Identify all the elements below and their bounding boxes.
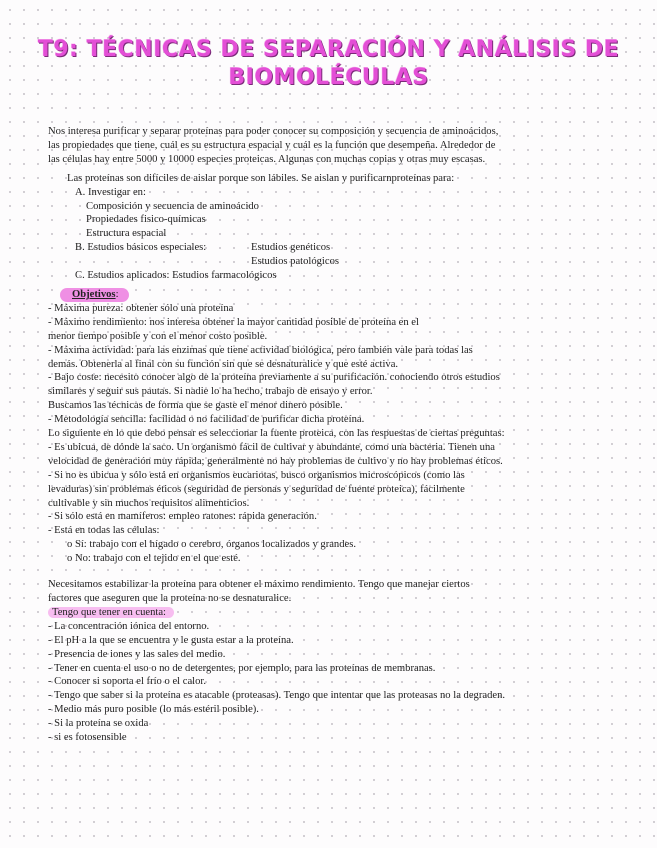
- objetivos-heading: [48, 288, 633, 302]
- list-b: [48, 241, 633, 255]
- estabilizar-line: Necesitamos estabilizar la proteína para obtener el máximo rendimiento. Tengo que manejar ciertos: [48, 579, 470, 591]
- list-b-label: B. Estudios básicos especiales:: [75, 242, 207, 254]
- list-b-value: Estudios patológicos: [251, 256, 339, 268]
- labile-sentence: Las proteínas son difíciles de aislar porque son lábiles. Se aislan y purificarnproteínas para:: [67, 172, 455, 184]
- list-b-continued: [48, 255, 633, 269]
- list-a-heading: A. Investigar en:: [75, 186, 146, 198]
- intro-line: las células hay entre 5000 y 10000 especies proteicas. Algunas con muchas copias y otras muy escasas.: [48, 153, 486, 165]
- list-item: Estructura espacial: [86, 228, 167, 240]
- objetivos-line: demás. Obtenerla al final con su función sin que se desnaturalice y que esté activa.: [48, 358, 399, 370]
- objetivos-line: - Máximo rendimiento: nos interesa obtener la mayor cantidad posible de proteína en el: [48, 316, 419, 328]
- cuenta-item: - El pH a la que se encuentra y le gusta estar a la proteína.: [48, 634, 294, 646]
- cuenta-label: Tengo que tener en cuenta:: [48, 607, 174, 618]
- objetivos-line: similares y seguir sus pautas. Si nadie lo ha hecho, trabajo de ensayo y error.: [48, 386, 373, 398]
- objetivos-line: - Si sólo está en mamíferos: empleo ratones: rápida generación.: [48, 511, 317, 523]
- objetivos-line: levaduras) sin problemas éticos (seguridad de personas y seguridad de fuente proteica), fácilmente: [48, 483, 465, 495]
- title-line-1: T9: TÉCNICAS DE SEPARACIÓN Y ANÁLISIS DE: [37, 37, 620, 62]
- objetivos-line: - Está en todas las células:: [48, 525, 160, 537]
- objetivos-line: - Bajo coste: necesito conocer algo de la proteína previamente a su purificación. conociendo otros estudios: [48, 372, 500, 384]
- objetivos-line: - Metodología sencilla: facilidad o no facilidad de purificar dicha proteína.: [48, 414, 365, 426]
- estabilizar-line: factores que aseguren que la proteína no se desnaturalice.: [48, 593, 292, 604]
- objetivos-line: - Máxima actividad: para las enzimas que tiene actividad biológica, pero también vale para todas las: [48, 344, 473, 356]
- cuenta-item: - Conocer si soporta el frío o el calor.: [48, 676, 206, 688]
- objetivos-line: - Si no es ubicua y sólo está en organismos eucariotas, busco organismos microscópicos (como las: [48, 469, 465, 481]
- objetivos-highlight: [60, 288, 129, 302]
- objetivos-line: - Es ubicua, de dónde la saco. Un organismo fácil de cultivar y abundante, como una bacteria. Tienen una: [48, 441, 495, 453]
- cuenta-item: - La concentración iónica del entorno.: [48, 620, 210, 632]
- objetivos-line: - Máxima pureza: obtener sólo una proteína: [48, 302, 234, 314]
- objetivos-line: velocidad de generación muy rápida; generalmente no hay problemas de cultivo y no hay problemas éticos.: [48, 455, 503, 467]
- list-item: Composición y secuencia de aminoácido: [86, 200, 259, 212]
- list-item: Propiedades fisico-químicas: [86, 214, 206, 226]
- cuenta-heading: [48, 606, 633, 620]
- estabilizar-paragraph: [48, 578, 633, 606]
- purpose-list: [48, 186, 633, 283]
- objetivos-line: cultivable y sin muchos requisitos alimenticios.: [48, 497, 250, 509]
- objetivos-line: Buscamos las técnicas de forma que se gaste el menor dinero posible.: [48, 400, 343, 412]
- list-c: C. Estudios aplicados: Estudios farmacológicos: [75, 270, 277, 282]
- cuenta-item: - Tener en cuenta el uso o no de detergentes, por ejemplo, para las proteínas de membranas.: [48, 662, 436, 674]
- cuenta-item: - Medio más puro posible (lo más estéril posible).: [48, 704, 259, 716]
- intro-line: las propiedades que tiene, cuál es su estructura espacial y cuál es la función que desempeña. Alrededor de: [48, 139, 496, 151]
- objetivos-colon: :: [115, 288, 119, 300]
- document-body: [48, 125, 633, 745]
- list-b-value: Estudios genéticos: [251, 242, 331, 254]
- objetivos-subitem: o No: trabajo con el tejido en el que esté.: [67, 553, 241, 565]
- title-line-2: BIOMOLÉCULAS: [228, 65, 429, 90]
- objetivos-label: Objetivos: [72, 288, 116, 300]
- cuenta-section: [48, 606, 633, 745]
- objetivos-subitem: o Sí: trabajo con el hígado o cerebro, órganos localizados y grandes.: [67, 539, 356, 551]
- cuenta-item: - Tengo que saber si la proteína es atacable (proteasas). Tengo que intentar que las proteasas no la degraden.: [48, 690, 506, 702]
- objetivos-line: Lo siguiente en lo que debo pensar es seleccionar la fuente proteica, con las respuestas de ciertas preguntas:: [48, 428, 505, 440]
- cuenta-item: - Si la proteína se oxida: [48, 718, 149, 730]
- cuenta-item: - si es fotosensible: [48, 732, 127, 744]
- objetivos-section: [48, 288, 633, 566]
- page-title: [0, 36, 657, 92]
- intro-line: Nos interesa purificar y separar proteínas para poder conocer su composición y secuencia de aminoácidos,: [48, 126, 499, 137]
- objetivos-line: menor tiempo posible y con el menor costo posible.: [48, 330, 268, 342]
- intro-paragraph: [48, 125, 633, 167]
- cuenta-item: - Presencia de iones y las sales del medio.: [48, 648, 226, 660]
